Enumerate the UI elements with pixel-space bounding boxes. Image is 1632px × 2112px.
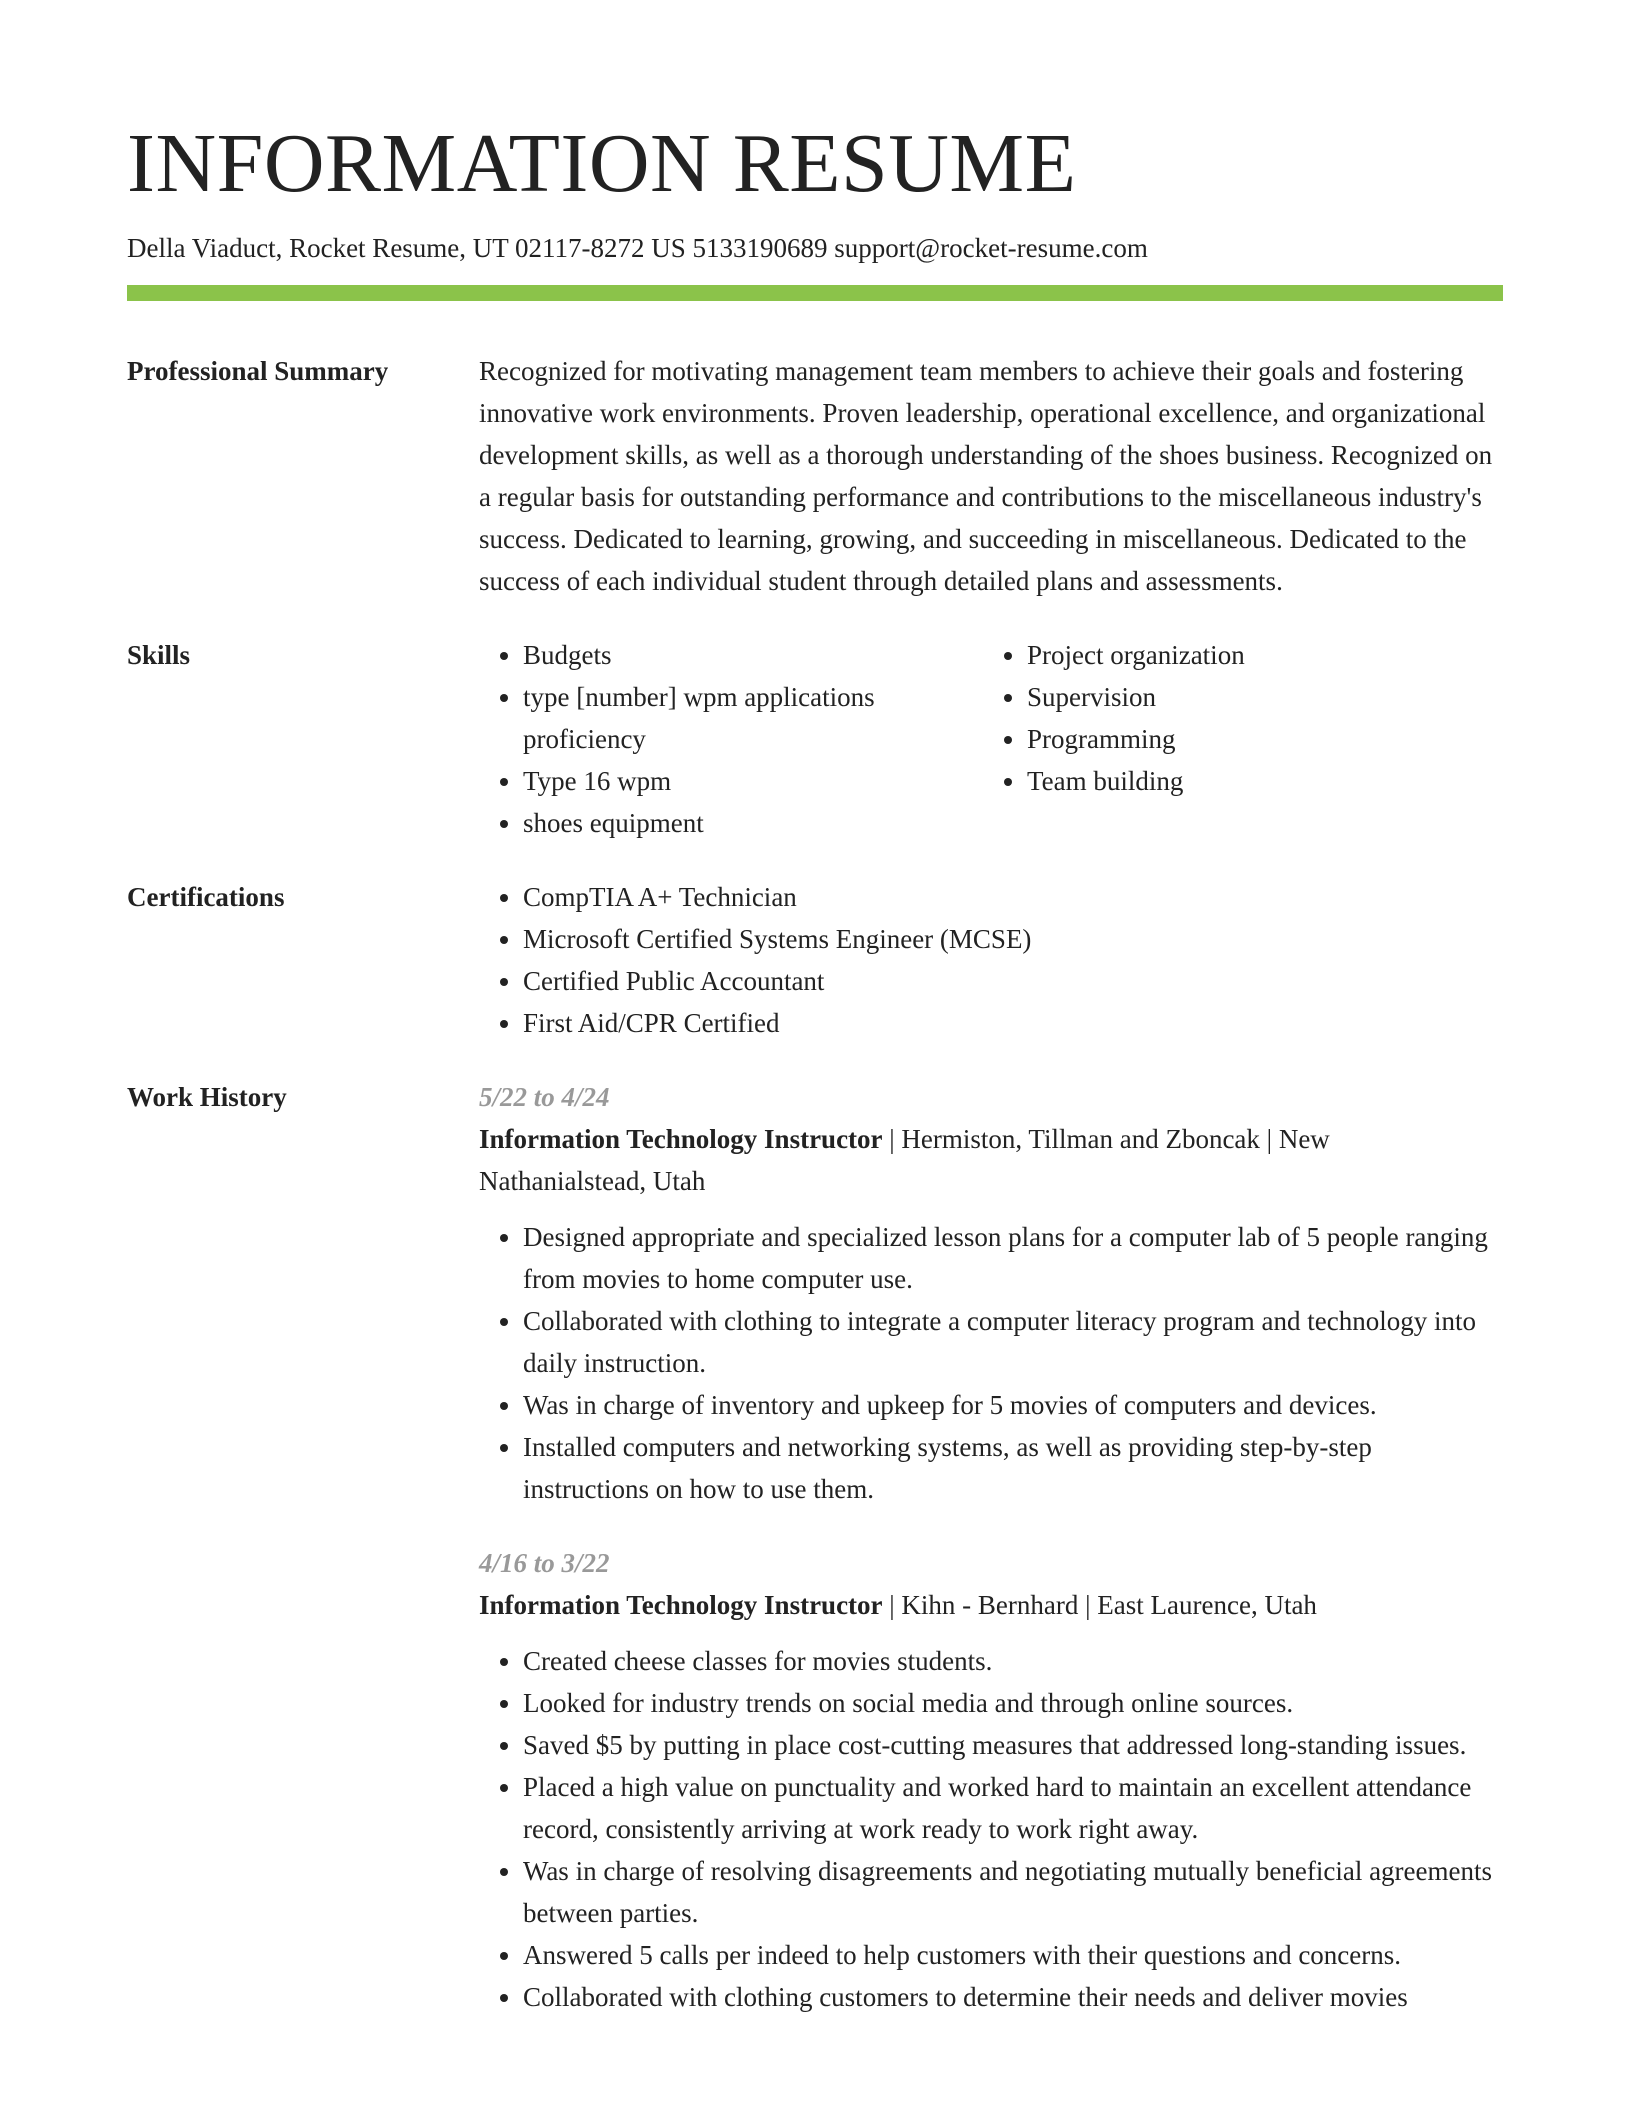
job-heading [479,1584,1503,1626]
skills-columns [479,634,1507,844]
skill-item: • type [number] wpm applications proficiency [523,676,983,760]
job-dates: 5/22 to 4/24 [479,1082,610,1112]
job-title: Information Technology Instructor [479,1590,883,1620]
job-bullet: • Created cheese classes for movies students. [523,1640,1503,1682]
section-label-work-history: Work History [127,1082,287,1112]
job-dates: 4/16 to 3/22 [479,1548,610,1578]
summary-body [479,350,1503,602]
job-bullet: • Designed appropriate and specialized lesson plans for a computer lab of 5 people ranging from movies to home computer use. [523,1216,1503,1300]
contact-line: Della Viaduct, Rocket Resume, UT 02117-8272 US 5133190689 support@rocket-resume.com [127,233,1148,263]
job-bullet: • Collaborated with clothing customers to determine their needs and deliver movies [523,1976,1503,2018]
job-bullet: • Placed a high value on punctuality and worked hard to maintain an excellent attendance record, consistently arriving at work ready to work right away. [523,1766,1503,1850]
certification-item: • CompTIA A+ Technician [523,876,1503,918]
skill-item: • Supervision [1027,676,1507,718]
job-bullets [479,1216,1503,1510]
job-bullet: • Was in charge of inventory and upkeep for 5 movies of computers and devices. [523,1384,1503,1426]
skill-item: • Team building [1027,760,1507,802]
section-professional-summary [127,350,1503,602]
skills-list-right [983,634,1507,844]
section-label-skills: Skills [127,640,191,670]
job-entry [479,1076,1503,1510]
certifications-list [479,876,1503,1044]
summary-text: Recognized for motivating management team members to achieve their goals and fostering innovative work environments. Proven leadership, operational excellence, and organizational development skills, as well as a thorough understanding of the shoes business. Recognized on a regular basis for outstanding performance and contributions to the miscellaneous industry's success. Dedicated to learning, growing, and succeeding in miscellaneous. Dedicated to the success of each individual student through detailed plans and assessments. [479,356,1493,596]
job-details: | Kihn - Bernhard | East Laurence, Utah [882,1590,1317,1620]
skill-item: • shoes equipment [523,802,983,844]
work-history-body [479,1076,1503,2050]
resume-content [127,350,1503,2082]
job-bullet: • Saved $5 by putting in place cost-cutting measures that addressed long-standing issues. [523,1724,1503,1766]
job-bullet: • Installed computers and networking systems, as well as providing step-by-step instructions on how to use them. [523,1426,1503,1510]
section-certifications [127,876,1503,1044]
job-bullets [479,1640,1503,2018]
certification-item: • First Aid/CPR Certified [523,1002,1503,1044]
job-title: Information Technology Instructor [479,1124,883,1154]
skill-item: • Programming [1027,718,1507,760]
skill-item: • Type 16 wpm [523,760,983,802]
section-label-certifications: Certifications [127,882,285,912]
section-skills [127,634,1503,844]
job-details: | Hermiston, Tillman and Zboncak | New Nathanialstead, Utah [479,1124,1330,1196]
section-work-history [127,1076,1503,2050]
resume-title: INFORMATION RESUME [127,117,1077,210]
job-entry [479,1542,1503,2018]
skill-item: • Budgets [523,634,983,676]
section-label-summary: Professional Summary [127,356,389,386]
skill-item: • Project organization [1027,634,1507,676]
certification-item: • Certified Public Accountant [523,960,1503,1002]
accent-divider [127,285,1503,301]
skills-list-left [479,634,983,844]
certification-item: • Microsoft Certified Systems Engineer (MCSE) [523,918,1503,960]
job-bullet: • Answered 5 calls per indeed to help customers with their questions and concerns. [523,1934,1503,1976]
job-bullet: • Collaborated with clothing to integrate a computer literacy program and technology into daily instruction. [523,1300,1503,1384]
job-bullet: • Was in charge of resolving disagreements and negotiating mutually beneficial agreements between parties. [523,1850,1503,1934]
job-heading [479,1118,1503,1202]
certifications-body [479,876,1503,1044]
job-bullet: • Looked for industry trends on social media and through online sources. [523,1682,1503,1724]
